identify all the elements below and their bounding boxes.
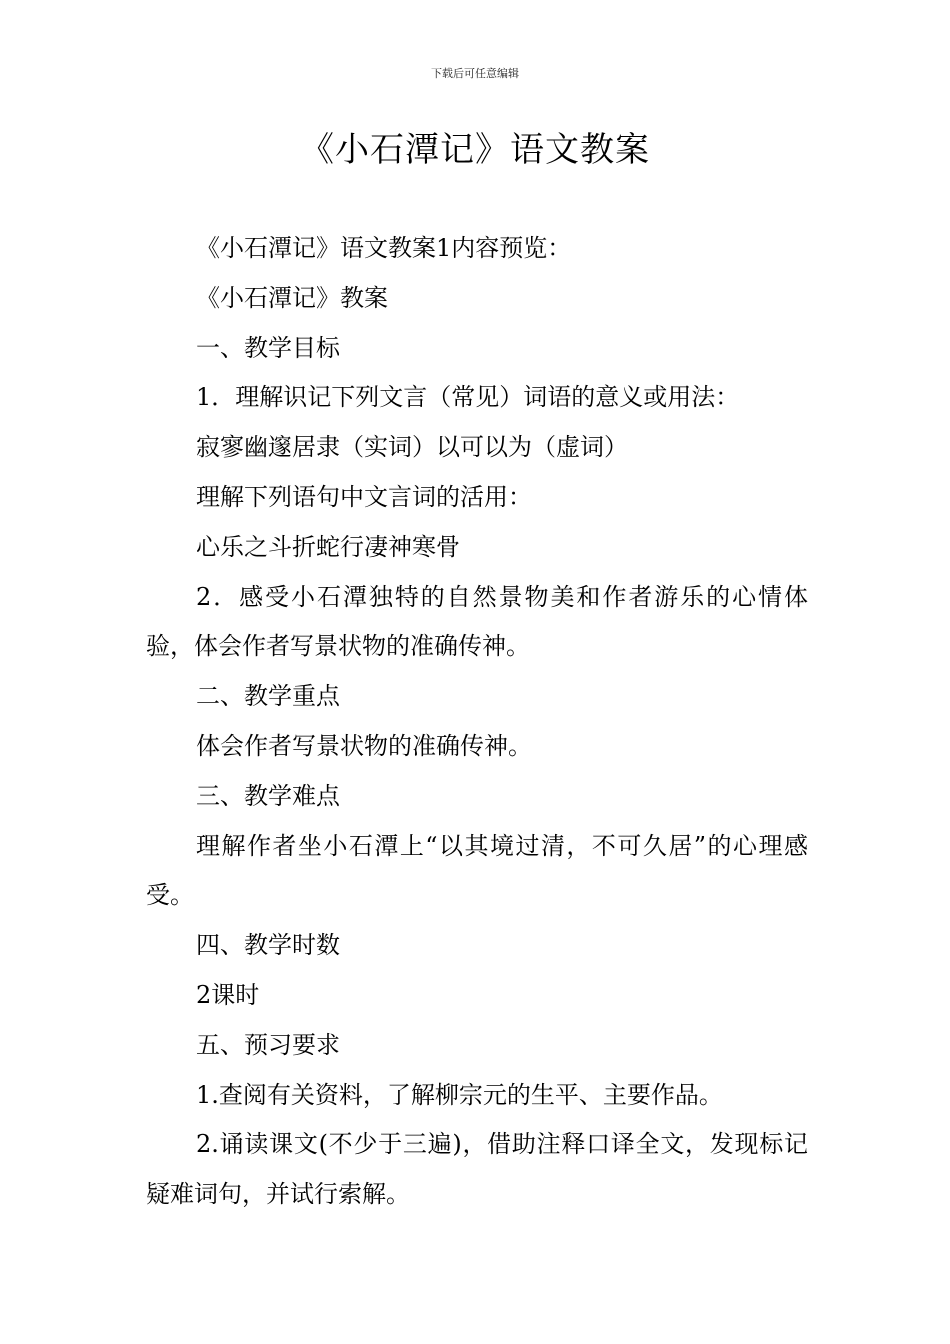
section-heading: 五、预习要求 <box>196 1030 340 1059</box>
document-body <box>146 224 808 1220</box>
paragraph: 2.诵读课文(不少于三遍)，借助注释口译全文，发现标记疑难词句，并试行索解。 <box>146 1130 808 1209</box>
paragraph: 体会作者写景状物的准确传神。 <box>196 731 532 760</box>
paragraph: 2课时 <box>196 980 260 1009</box>
document-title: 《小石潭记》语文教案 <box>300 130 650 170</box>
section-heading: 三、教学难点 <box>196 781 340 810</box>
section-heading: 四、教学时数 <box>196 931 340 960</box>
section-heading: 一、教学目标 <box>196 333 340 362</box>
paragraph: 理解下列语句中文言词的活用： <box>196 482 532 511</box>
paragraph: 《小石潭记》语文教案1内容预览： <box>196 234 572 262</box>
paragraph: 1．理解识记下列文言（常见）词语的意义或用法： <box>196 383 740 412</box>
paragraph: 2．感受小石潭独特的自然景物美和作者游乐的心情体验，体会作者写景状物的准确传神。 <box>146 582 808 661</box>
paragraph: 理解作者坐小石潭上“以其境过清，不可久居”的心理感受。 <box>146 831 808 910</box>
paragraph: 《小石潭记》教案 <box>196 283 388 312</box>
header-note: 下载后可任意编辑 <box>431 67 519 80</box>
paragraph: 心乐之斗折蛇行凄神寒骨 <box>196 532 460 561</box>
paragraph: 寂寥幽邃居隶（实词）以可以为（虚词） <box>196 433 628 462</box>
section-heading: 二、教学重点 <box>196 682 340 711</box>
paragraph: 1.查阅有关资料，了解柳宗元的生平、主要作品。 <box>196 1080 723 1109</box>
